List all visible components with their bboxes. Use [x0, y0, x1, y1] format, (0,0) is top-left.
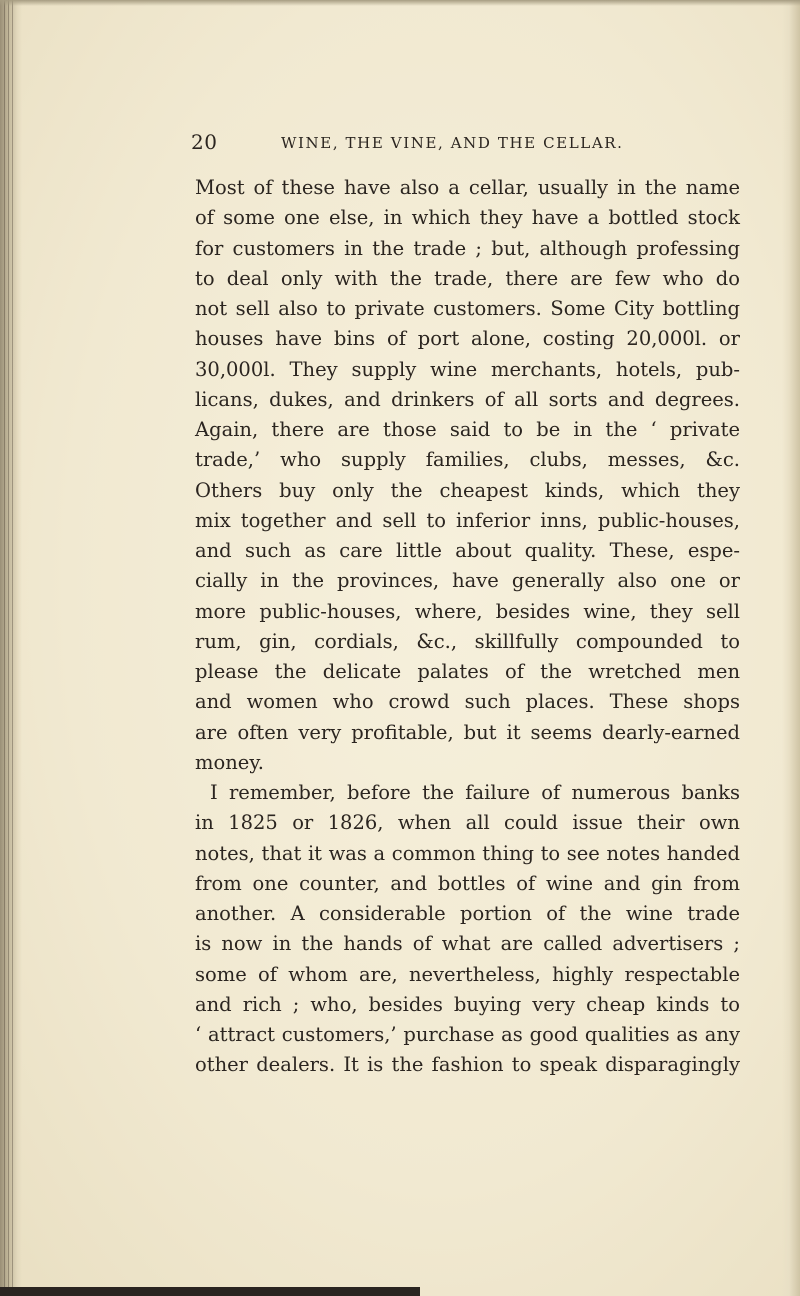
- text-line: for customers in the trade ; but, although professing: [195, 236, 740, 260]
- text-line: cially in the provinces, have generally also one or: [195, 569, 740, 593]
- text-line: I remember, before the failure of numerous banks: [210, 781, 740, 804]
- text-line: please the delicate palates of the wretched men: [195, 660, 740, 683]
- page-edge-right: [782, 0, 800, 1296]
- text-line: 30,000l. They supply wine merchants, hotels, pub-: [195, 357, 740, 381]
- text-line: and such as care little about quality. These, espe-: [195, 539, 740, 562]
- text-line: Most of these have also a cellar, usually in the name: [195, 176, 740, 199]
- text-line: from one counter, and bottles of wine and gin from: [195, 871, 740, 895]
- text-line: is now in the hands of what are called advertisers ;: [195, 932, 740, 956]
- text-line: are often very profitable, but it seems dearly-earned: [195, 720, 740, 744]
- text-line: houses have bins of port alone, costing 20,000l. or: [195, 327, 740, 351]
- binding-page-edges: [4, 0, 14, 1296]
- page-number: 20: [191, 130, 218, 154]
- text-line: ‘ attract customers,’ purchase as good qualities as any: [195, 1023, 740, 1046]
- bottom-rule: [0, 1287, 420, 1296]
- text-line: other dealers. It is the fashion to speak disparagingly: [195, 1053, 740, 1077]
- text-line: some of whom are, nevertheless, highly respectable: [195, 962, 740, 986]
- running-head: WINE, THE VINE, AND THE CELLAR.: [281, 134, 624, 152]
- text-line: Again, there are those said to be in the ‘ private: [195, 418, 740, 441]
- text-line: to deal only with the trade, there are few who do: [195, 266, 740, 290]
- text-line: mix together and sell to inferior inns, public-houses,: [195, 508, 740, 532]
- text-line: and women who crowd such places. These shops: [195, 690, 740, 714]
- text-line: another. A considerable portion of the wine trade: [195, 902, 740, 925]
- text-line: not sell also to private customers. Some City bottling: [195, 297, 740, 320]
- text-line: licans, dukes, and drinkers of all sorts and degrees.: [195, 387, 740, 411]
- text-line: rum, gin, cordials, &c., skillfully compounded to: [195, 629, 740, 653]
- page-edge-top: [0, 0, 800, 6]
- text-line: of some one else, in which they have a bottled stock: [195, 206, 740, 230]
- text-line: Others buy only the cheapest kinds, which they: [195, 478, 740, 502]
- text-line: trade,’ who supply families, clubs, messes, &c.: [195, 448, 740, 472]
- text-line: money.: [195, 750, 264, 774]
- text-line: in 1825 or 1826, when all could issue their own: [195, 811, 740, 835]
- text-line: and rich ; who, besides buying very cheap kinds to: [195, 992, 740, 1016]
- body-text: [195, 173, 740, 1081]
- text-line: notes, that it was a common thing to see notes handed: [195, 841, 740, 865]
- text-line: more public-houses, where, besides wine, they sell: [195, 599, 740, 623]
